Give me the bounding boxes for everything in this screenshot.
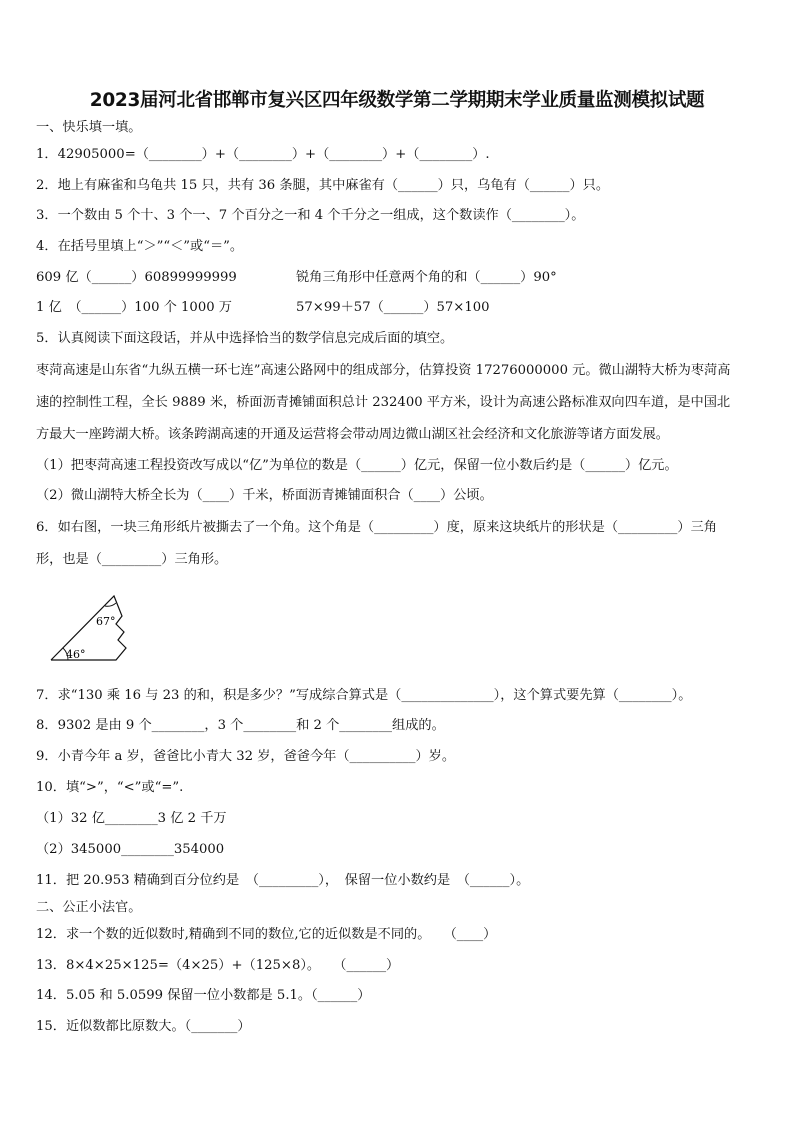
question-8: 8．9302 是由 9 个________，3 个________和 2 个________组成的。: [36, 718, 445, 733]
question-2: 2．地上有麻雀和乌龟共 15 只，共有 36 条腿，其中麻雀有（______）只，乌龟有（______）只。: [36, 178, 610, 193]
angle-label-46: 46°: [66, 648, 86, 661]
question-5-paragraph-line-3: 方最大一座跨湖大桥。该条跨湖高速的开通及运营将会带动周边微山湖区社会经济和文化旅游等诸方面发展。: [36, 427, 669, 442]
section-heading-2: 二、公正小法官。: [36, 900, 142, 915]
question-12: 12．求一个数的近似数时,精确到不同的数位,它的近似数是不同的。 （____）: [36, 927, 497, 942]
question-4-item-c: 1 亿 （______）100 个 1000 万: [36, 300, 232, 315]
question-15: 15．近似数都比原数大。（_______）: [36, 1019, 251, 1034]
page-title: 2023届河北省邯郸市复兴区四年级数学第二学期期末学业质量监测模拟试题: [89, 90, 705, 111]
question-10: 10．填“>”，“<”或“=”.: [36, 780, 184, 795]
question-14: 14．5.05 和 5.0599 保留一位小数都是 5.1。（______）: [36, 988, 371, 1003]
torn-triangle-outline: [51, 596, 126, 660]
question-4: 4．在括号里填上“＞”“＜”或“＝”。: [36, 239, 244, 254]
question-3: 3．一个数由 5 个十、3 个一、7 个百分之一和 4 个千分之一组成，这个数读作（________）。: [36, 208, 585, 223]
torn-triangle-figure: [46, 588, 136, 666]
question-5-paragraph-line-1: 枣菏高速是山东省“九纵五横一环七连”高速公路网中的组成部分，估算投资 17276000000 元。微山湖特大桥为枣菏高: [36, 363, 731, 378]
question-5-sub-1: （1）把枣菏高速工程投资改写成以“亿”为单位的数是（______）亿元，保留一位小数后约是（______）亿元。: [36, 458, 678, 473]
question-11: 11．把 20.953 精确到百分位约是 （_________）， 保留一位小数约是 （______）。: [36, 873, 530, 888]
question-6-line-2: 形，也是（_________）三角形。: [36, 552, 228, 567]
question-5-paragraph-line-2: 速的控制性工程，全长 9889 米，桥面沥青摊铺面积总计 232400 平方米，设计为高速公路标准双向四车道，是中国北: [36, 395, 731, 410]
question-5-sub-2: （2）微山湖特大桥全长为（____）千米，桥面沥青摊铺面积合（____）公顷。: [36, 488, 493, 503]
question-4-item-d: 57×99＋57（______）57×100: [296, 300, 490, 315]
question-5: 5．认真阅读下面这段话，并从中选择恰当的数学信息完成后面的填空。: [36, 331, 454, 346]
question-13: 13．8×4×25×125=（4×25）+（125×8）。 （______）: [36, 958, 400, 973]
question-10-sub-1: （1）32 亿________3 亿 2 千万: [36, 811, 227, 826]
section-heading-1: 一、快乐填一填。: [36, 120, 142, 135]
question-4-item-a: 609 亿（______）60899999999: [36, 270, 237, 285]
question-10-sub-2: （2）345000________354000: [36, 842, 225, 857]
angle-label-67: 67°: [96, 615, 116, 628]
question-4-item-b: 锐角三角形中任意两个角的和（______）90°: [296, 270, 557, 285]
question-9: 9．小青今年 a 岁，爸爸比小青大 32 岁，爸爸今年（__________）岁。: [36, 749, 456, 764]
question-7: 7．求“130 乘 16 与 23 的和，积是多少？”写成综合算式是（______________），这个算式要先算（________）。: [36, 688, 692, 703]
question-1: 1．42905000=（________）+（________）+（________）+（________）.: [36, 147, 490, 162]
question-6-line-1: 6．如右图，一块三角形纸片被撕去了一个角。这个角是（_________）度，原来这块纸片的形状是（_________）三角: [36, 520, 717, 535]
